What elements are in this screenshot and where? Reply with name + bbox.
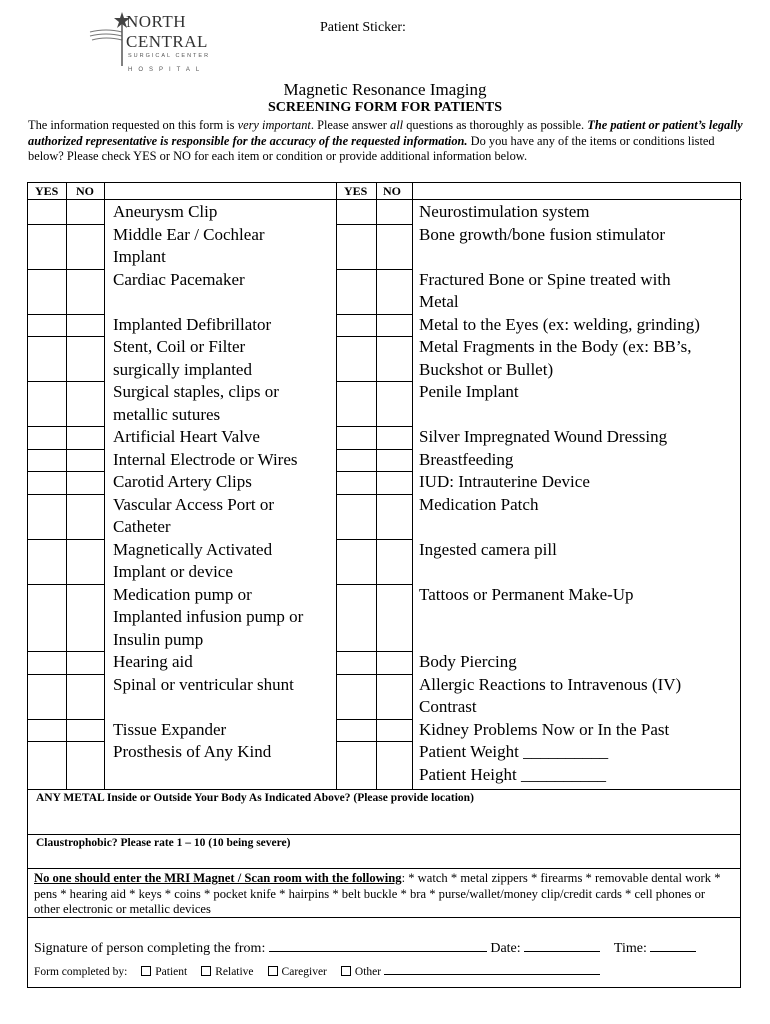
left-item-label: Catheter bbox=[113, 517, 171, 536]
claustrophobia-question: Claustrophobic? Please rate 1 – 10 (10 being severe) bbox=[36, 837, 291, 849]
hospital-logo bbox=[88, 10, 218, 74]
no-checkbox-cell[interactable] bbox=[377, 494, 413, 515]
no-checkbox-cell[interactable] bbox=[377, 584, 413, 605]
no-checkbox-cell[interactable] bbox=[377, 471, 413, 492]
right-item-label: Patient Height __________ bbox=[419, 764, 606, 784]
right-item-label: Contrast bbox=[419, 697, 477, 716]
yes-checkbox-cell[interactable] bbox=[337, 201, 373, 222]
no-checkbox-cell[interactable] bbox=[377, 674, 413, 695]
right-item-label: Breastfeeding bbox=[419, 449, 514, 469]
time-field[interactable] bbox=[650, 951, 696, 952]
yes-checkbox-cell[interactable] bbox=[29, 449, 65, 470]
header-divider bbox=[28, 199, 742, 200]
option-relative-label: Relative bbox=[215, 966, 254, 978]
intro-text: The information requested on this form is bbox=[28, 118, 238, 132]
right-item-label: Silver Impregnated Wound Dressing bbox=[419, 427, 668, 446]
no-checkbox-cell[interactable] bbox=[67, 584, 103, 605]
intro-responsibility-note: The patient or patient’s legally authorized representative is responsible for the accuracy of the requested information. bbox=[28, 118, 743, 148]
yes-checkbox-cell[interactable] bbox=[337, 381, 373, 402]
no-checkbox-cell[interactable] bbox=[67, 224, 103, 245]
metal-location-section[interactable] bbox=[27, 790, 741, 835]
intro-emphasis: all bbox=[390, 118, 404, 132]
signature-label: Signature of person completing the from: bbox=[34, 941, 266, 956]
yes-checkbox-cell[interactable] bbox=[337, 314, 373, 335]
yes-checkbox-cell[interactable] bbox=[29, 269, 65, 290]
no-checkbox-cell[interactable] bbox=[67, 449, 103, 470]
right-item-label: Bone growth/bone fusion stimulator bbox=[419, 224, 666, 244]
intro-text: questions as thoroughly as possible. bbox=[403, 118, 588, 132]
right-item-label: Patient Weight __________ bbox=[419, 742, 609, 761]
form-completed-by-label: Form completed by: bbox=[34, 966, 128, 978]
no-checkbox-cell[interactable] bbox=[377, 449, 413, 470]
left-item-label: Middle Ear / Cochlear bbox=[113, 224, 265, 244]
no-checkbox-cell[interactable] bbox=[377, 224, 413, 245]
header-yes-left: YES bbox=[35, 184, 59, 198]
intro-text: . Please answer bbox=[310, 118, 391, 132]
left-item-label: Tissue Expander bbox=[113, 719, 227, 739]
date-label: Date: bbox=[490, 941, 521, 956]
intro-paragraph bbox=[28, 118, 743, 165]
yes-checkbox-cell[interactable] bbox=[29, 381, 65, 402]
form-completed-by bbox=[34, 966, 600, 978]
right-item-label: IUD: Intrauterine Device bbox=[419, 472, 590, 491]
option-other-label: Other bbox=[354, 966, 382, 978]
no-checkbox-cell[interactable] bbox=[67, 471, 103, 492]
left-item-label: surgically implanted bbox=[113, 359, 252, 379]
left-item-label: Surgical staples, clips or bbox=[113, 382, 279, 401]
yes-checkbox-cell[interactable] bbox=[337, 584, 373, 605]
yes-checkbox-cell[interactable] bbox=[29, 719, 65, 740]
right-item-label: Kidney Problems Now or In the Past bbox=[419, 719, 670, 739]
left-item-label: Implanted Defibrillator bbox=[113, 314, 272, 334]
right-item-label: Medication Patch bbox=[419, 494, 539, 514]
yes-checkbox-cell[interactable] bbox=[29, 741, 65, 762]
yes-checkbox-cell[interactable] bbox=[337, 471, 373, 492]
signature-field[interactable] bbox=[269, 951, 487, 952]
left-item-label: Implant or device bbox=[113, 562, 233, 581]
form-subtitle: SCREENING FORM FOR PATIENTS bbox=[267, 100, 502, 115]
intro-emphasis: very important bbox=[237, 118, 311, 132]
yes-checkbox-cell[interactable] bbox=[337, 494, 373, 515]
yes-checkbox-cell[interactable] bbox=[29, 224, 65, 245]
no-checkbox-cell[interactable] bbox=[67, 336, 103, 357]
yes-checkbox-cell[interactable] bbox=[29, 336, 65, 357]
no-checkbox-cell[interactable] bbox=[67, 741, 103, 762]
left-item-label: Medication pump or bbox=[113, 584, 252, 604]
no-checkbox-cell[interactable] bbox=[67, 269, 103, 290]
restricted-items-heading: No one should enter the MRI Magnet / Scan room with the following bbox=[34, 871, 402, 885]
no-checkbox-cell[interactable] bbox=[67, 539, 103, 560]
restricted-items-section bbox=[27, 869, 741, 918]
claustrophobia-section[interactable] bbox=[27, 835, 741, 869]
yes-checkbox-cell[interactable] bbox=[337, 224, 373, 245]
right-item-label: Allergic Reactions to Intravenous (IV) bbox=[419, 674, 682, 694]
right-item-label: Tattoos or Permanent Make-Up bbox=[419, 584, 634, 604]
left-item-label: Carotid Artery Clips bbox=[113, 472, 252, 491]
no-checkbox-cell[interactable] bbox=[377, 651, 413, 672]
no-checkbox-cell[interactable] bbox=[377, 269, 413, 290]
header-no-right: NO bbox=[383, 184, 401, 198]
yes-checkbox-cell[interactable] bbox=[29, 584, 65, 605]
yes-checkbox-cell[interactable] bbox=[29, 471, 65, 492]
no-checkbox-cell[interactable] bbox=[67, 381, 103, 402]
option-patient-label: Patient bbox=[155, 966, 188, 978]
right-item-label: Neurostimulation system bbox=[419, 202, 590, 221]
right-item-label: Body Piercing bbox=[419, 652, 517, 671]
intro-text: Do you have any of the items or conditions listed below? Please check YES or NO for each item or condition or provide additional information below. bbox=[28, 133, 715, 163]
logo-text-central: CENTRAL bbox=[126, 32, 208, 51]
yes-checkbox-cell[interactable] bbox=[29, 494, 65, 515]
yes-checkbox-cell[interactable] bbox=[337, 719, 373, 740]
yes-checkbox-cell[interactable] bbox=[29, 426, 65, 447]
left-item-label: Stent, Coil or Filter bbox=[113, 337, 246, 356]
yes-checkbox-cell[interactable] bbox=[29, 651, 65, 672]
yes-checkbox-cell[interactable] bbox=[337, 539, 373, 560]
no-checkbox-cell[interactable] bbox=[377, 719, 413, 740]
metal-question: ANY METAL Inside or Outside Your Body As Indicated Above? (Please provide location) bbox=[36, 792, 474, 804]
left-item-label: metallic sutures bbox=[113, 404, 221, 424]
signature-section bbox=[27, 918, 741, 988]
row-divider bbox=[336, 741, 412, 742]
left-item-label: Implanted infusion pump or bbox=[113, 607, 304, 626]
yes-checkbox-cell[interactable] bbox=[29, 674, 65, 695]
no-checkbox-cell[interactable] bbox=[377, 381, 413, 402]
yes-checkbox-cell[interactable] bbox=[29, 539, 65, 560]
form-title: Magnetic Resonance Imaging bbox=[283, 80, 487, 99]
time-label: Time: bbox=[613, 941, 647, 956]
no-checkbox-cell[interactable] bbox=[377, 539, 413, 560]
no-checkbox-cell[interactable] bbox=[67, 674, 103, 695]
right-item-label: Penile Implant bbox=[419, 382, 519, 401]
header-no-left: NO bbox=[76, 184, 94, 198]
right-item-label: Metal Fragments in the Body (ex: BB’s, bbox=[419, 337, 692, 356]
no-checkbox-cell[interactable] bbox=[377, 426, 413, 447]
yes-checkbox-cell[interactable] bbox=[29, 201, 65, 222]
left-item-label: Spinal or ventricular shunt bbox=[113, 674, 294, 694]
no-checkbox-cell[interactable] bbox=[67, 494, 103, 515]
yes-checkbox-cell[interactable] bbox=[337, 336, 373, 357]
left-item-label: Implant bbox=[113, 247, 166, 266]
yes-checkbox-cell[interactable] bbox=[337, 651, 373, 672]
option-caregiver-label: Caregiver bbox=[281, 966, 327, 978]
left-item-label: Prosthesis of Any Kind bbox=[113, 742, 272, 761]
yes-checkbox-cell[interactable] bbox=[29, 314, 65, 335]
header-yes-right: YES bbox=[344, 184, 368, 198]
logo-text-surgical: SURGICAL CENTER bbox=[128, 53, 211, 59]
restricted-items-list: : * watch * metal zippers * firearms * removable dental work * pens * hearing aid * keys * coins * pocket knife * hairpins * belt buckle * bra * purse/wallet/money clip/credit cards * cell phones or other electronic or metallic devices bbox=[34, 871, 721, 916]
logo-text-north: NORTH bbox=[126, 12, 187, 31]
date-field[interactable] bbox=[524, 951, 600, 952]
checkbox-patient[interactable] bbox=[141, 966, 151, 976]
no-checkbox-cell[interactable] bbox=[67, 651, 103, 672]
column-divider bbox=[104, 183, 105, 789]
no-checkbox-cell[interactable] bbox=[67, 426, 103, 447]
right-item-label: Buckshot or Bullet) bbox=[419, 359, 554, 379]
patient-sticker-label: Patient Sticker: bbox=[320, 20, 406, 35]
screening-checklist-table bbox=[27, 182, 741, 790]
logo-text-hospital: HOSPITAL bbox=[128, 67, 206, 73]
yes-checkbox-cell[interactable] bbox=[337, 426, 373, 447]
left-item-label: Cardiac Pacemaker bbox=[113, 269, 245, 289]
no-checkbox-cell[interactable] bbox=[377, 314, 413, 335]
yes-checkbox-cell[interactable] bbox=[337, 269, 373, 290]
other-specify-field[interactable] bbox=[384, 974, 600, 975]
left-item-label: Artificial Heart Valve bbox=[113, 427, 260, 446]
no-checkbox-cell[interactable] bbox=[377, 336, 413, 357]
no-checkbox-cell[interactable] bbox=[67, 201, 103, 222]
left-item-label: Hearing aid bbox=[113, 652, 193, 671]
no-checkbox-cell[interactable] bbox=[67, 314, 103, 335]
signature-line bbox=[34, 941, 696, 957]
yes-checkbox-cell[interactable] bbox=[337, 674, 373, 695]
right-item-label: Metal to the Eyes (ex: welding, grinding) bbox=[419, 314, 700, 334]
right-item-label: Ingested camera pill bbox=[419, 539, 557, 559]
no-checkbox-cell[interactable] bbox=[377, 201, 413, 222]
yes-checkbox-cell[interactable] bbox=[337, 449, 373, 470]
checkbox-relative[interactable] bbox=[201, 966, 211, 976]
left-item-label: Internal Electrode or Wires bbox=[113, 449, 298, 469]
right-item-label: Fractured Bone or Spine treated with bbox=[419, 269, 671, 289]
left-item-label: Aneurysm Clip bbox=[113, 202, 218, 221]
no-checkbox-cell[interactable] bbox=[67, 719, 103, 740]
right-item-label: Metal bbox=[419, 292, 459, 311]
checkbox-other[interactable] bbox=[341, 966, 351, 976]
checkbox-caregiver[interactable] bbox=[268, 966, 278, 976]
restricted-items-text bbox=[34, 871, 734, 918]
left-item-label: Vascular Access Port or bbox=[113, 494, 274, 514]
left-item-label: Insulin pump bbox=[113, 629, 204, 649]
left-item-label: Magnetically Activated bbox=[113, 539, 273, 559]
